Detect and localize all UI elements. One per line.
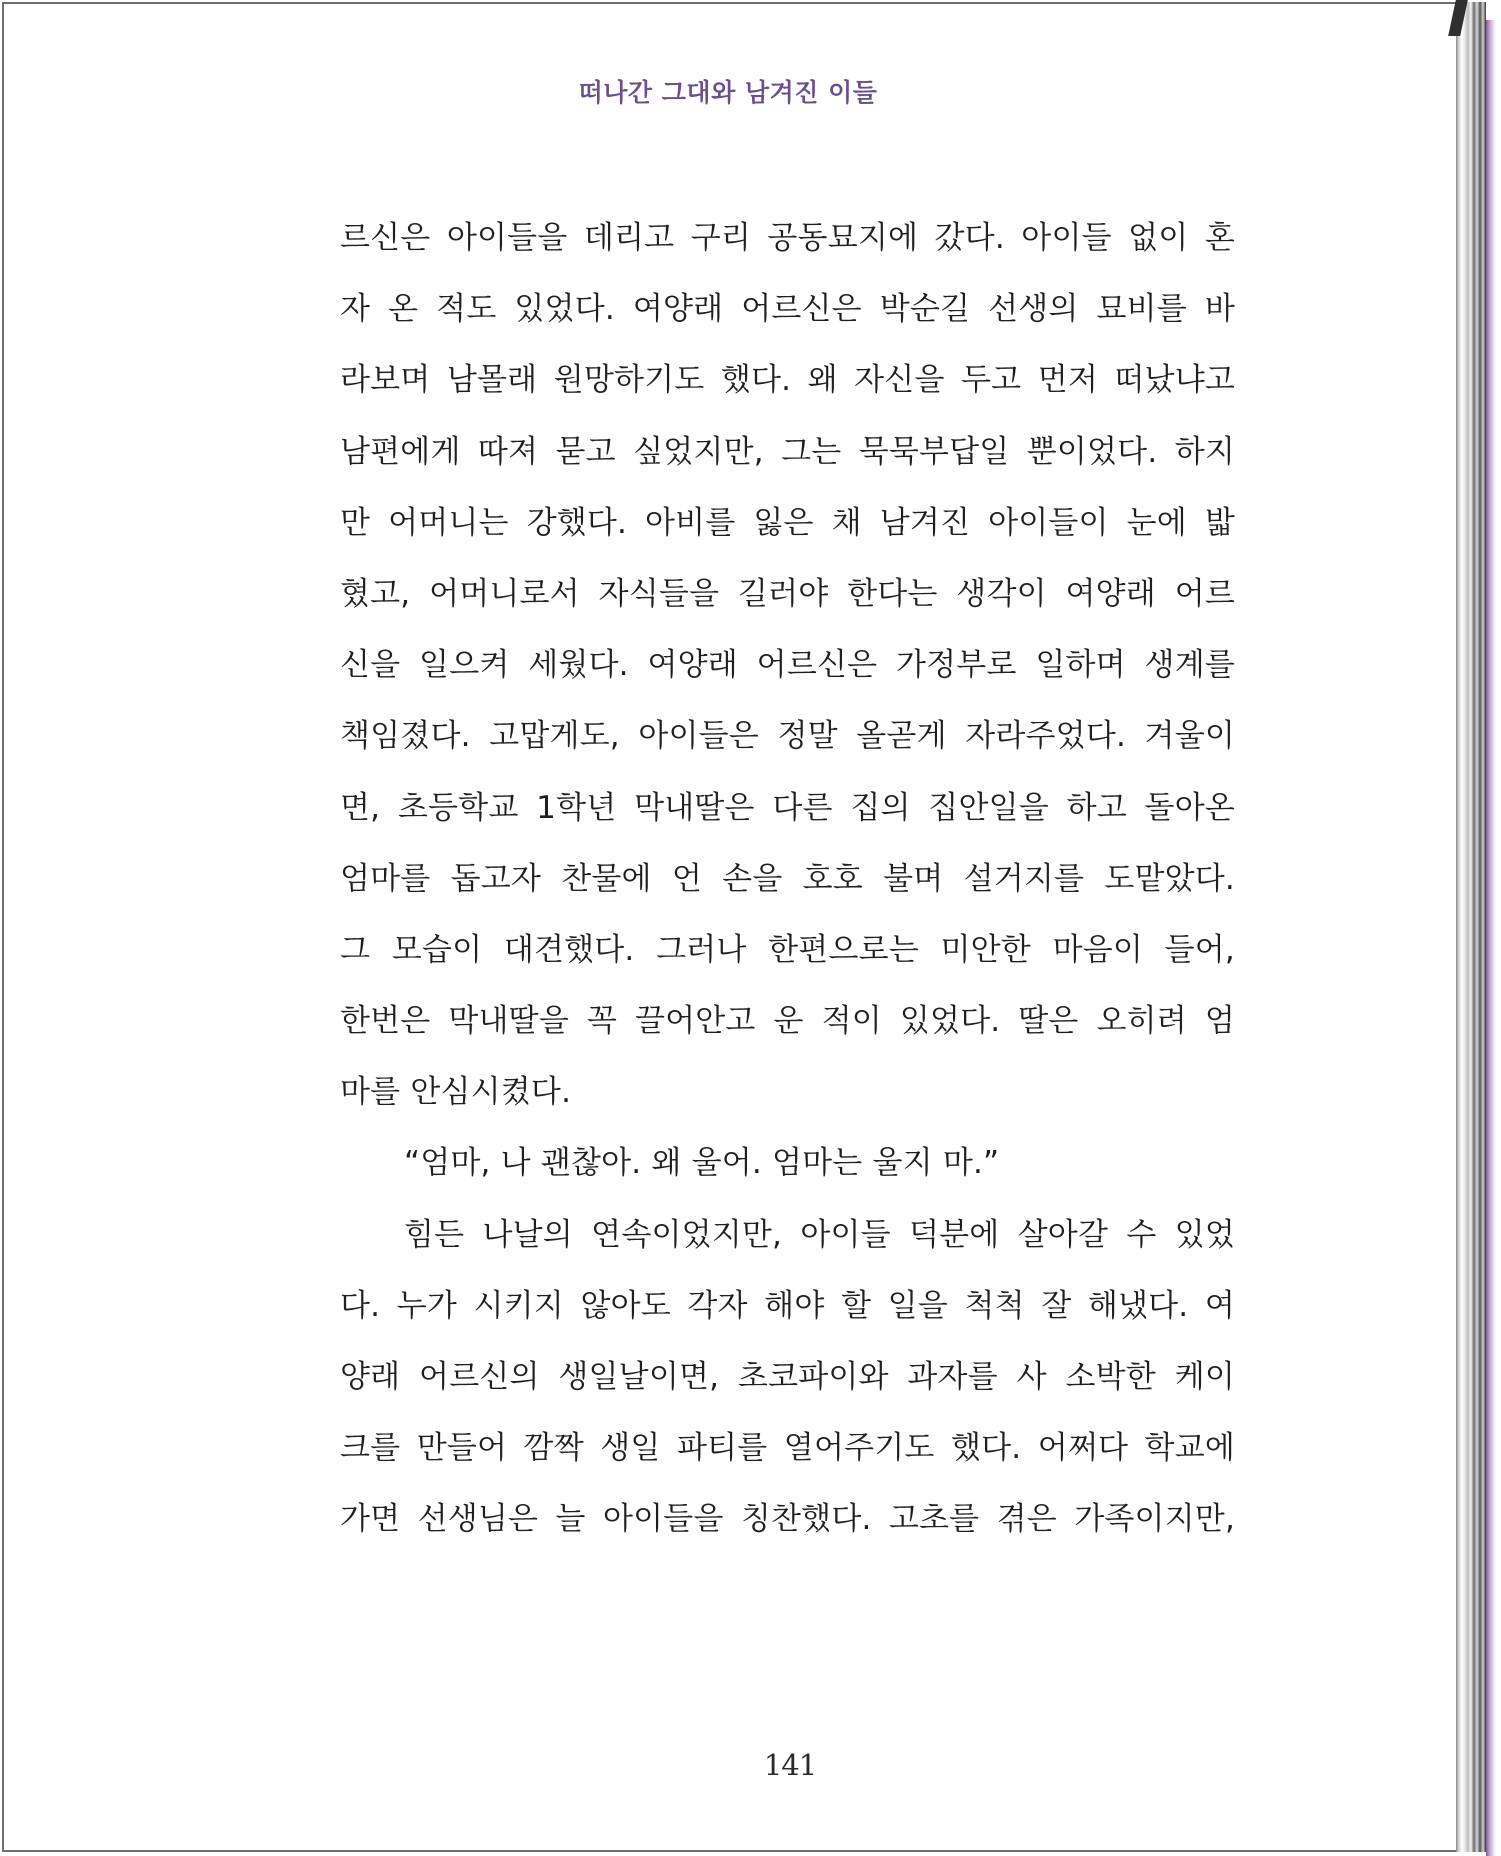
text-line: 면, 초등학교 1학년 막내딸은 다른 집의 집안일을 하고 돌아온 — [340, 789, 1235, 826]
page-edge-shadow — [1486, 20, 1496, 1856]
text-line: 라보며 남몰래 원망하기도 했다. 왜 자신을 두고 먼저 떠났냐고 — [340, 362, 1235, 399]
text-line: 그 모습이 대견했다. 그러나 한편으로는 미안한 마음이 들어, — [340, 931, 1235, 968]
text-line: 책임졌다. 고맙게도, 아이들은 정말 올곧게 자라주었다. 겨울이 — [340, 718, 1235, 755]
page-number: 141 — [763, 1748, 817, 1782]
text-line: 힘든 나날의 연속이었지만, 아이들 덕분에 살아갈 수 있었 — [404, 1216, 1235, 1253]
text-line: 혔고, 어머니로서 자식들을 길러야 한다는 생각이 여양래 어르 — [340, 575, 1235, 612]
text-line: 엄마를 돕고자 찬물에 언 손을 호호 불며 설거지를 도맡았다. — [340, 860, 1235, 897]
text-line: 가면 선생님은 늘 아이들을 칭찬했다. 고초를 겪은 가족이지만, — [340, 1501, 1235, 1538]
text-line: 다. 누가 시키지 않아도 각자 해야 할 일을 척척 잘 해냈다. 여 — [340, 1287, 1235, 1324]
text-line: 크를 만들어 깜짝 생일 파티를 열어주기도 했다. 어쩌다 학교에 — [340, 1430, 1235, 1467]
body-text — [340, 210, 1235, 1563]
dialogue-line: “엄마, 나 괜찮아. 왜 울어. 엄마는 울지 마.” — [404, 1145, 1000, 1182]
text-line: 양래 어르신의 생일날이면, 초코파이와 과자를 사 소박한 케이 — [340, 1359, 1235, 1395]
running-head: 떠나간 그대와 남겨진 이들 — [578, 78, 878, 107]
text-line: 신을 일으켜 세웠다. 여양래 어르신은 가정부로 일하며 생계를 — [340, 647, 1235, 684]
text-line: 만 어머니는 강했다. 아비를 잃은 채 남겨진 아이들이 눈에 밟 — [340, 504, 1235, 541]
book-page-edges — [1456, 2, 1486, 1852]
text-line: 자 온 적도 있었다. 여양래 어르신은 박순길 선생의 묘비를 바 — [340, 291, 1235, 328]
text-line: 남편에게 따져 묻고 싶었지만, 그는 묵묵부답일 뿐이었다. 하지 — [340, 433, 1235, 470]
text-line: 르신은 아이들을 데리고 구리 공동묘지에 갔다. 아이들 없이 혼 — [340, 220, 1235, 256]
text-line: 한번은 막내딸을 꼭 끌어안고 운 적이 있었다. 딸은 오히려 엄 — [340, 1003, 1235, 1040]
text-line: 마를 안심시켰다. — [340, 1074, 572, 1111]
